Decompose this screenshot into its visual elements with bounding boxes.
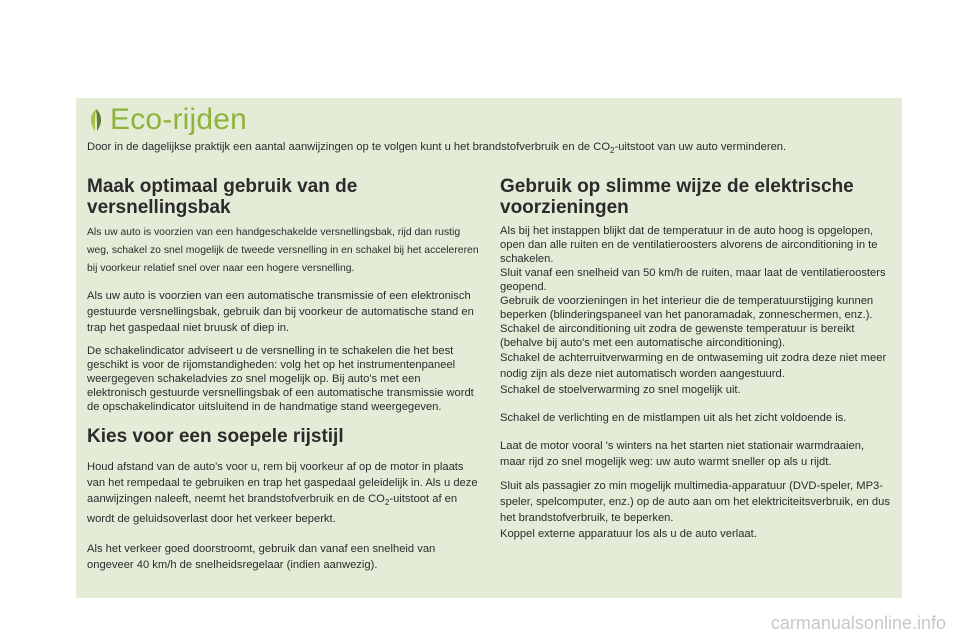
- left-column: [87, 176, 479, 573]
- paragraph-open-windows: Als bij het instappen blijkt dat de temperatuur in de auto hoog is opgelopen, open dan alle ruiten en de ventilatieroosters alvorens de airconditioning in te schakelen.: [500, 225, 878, 265]
- page-title: Eco-rijden: [110, 103, 248, 136]
- paragraph-multimedia: Sluit als passagier zo min mogelijk multimedia-apparatuur (DVD-speler, MP3-speler, spelcomputer, enz.) op de auto aan om het elektriciteitsverbruik, en dus het brandstofverbruik, te beperken.: [500, 480, 890, 524]
- paragraph-airco-off: Schakel de airconditioning uit zodra de gewenste temperatuur is bereikt (behalve bij auto's met een automatische airconditioning).: [500, 323, 855, 349]
- paragraph-cruise-control: Als het verkeer goed doorstroomt, gebruik dan vanaf een snelheid van ongeveer 40 km/h de snelheidsregelaar (indien aanwezig).: [87, 543, 436, 572]
- paragraph-keep-distance: Houd afstand van de auto's voor u, rem bij voorkeur af op de motor in plaats van het rempedaal te gebruiken en trap het gaspedaal geleidelijk in. Als u deze aanwijzingen naleeft, neemt het brandstofverbruik en de $CO_2$-uitstoot af en wordt de geluidsoverlast door het verkeer beperkt.: [87, 461, 478, 526]
- paragraph-seat-heating: Schakel de stoelverwarming zo snel mogelijk uit.: [500, 384, 741, 396]
- paragraph-lights: Schakel de verlichting en de mistlampen uit als het zicht voldoende is.: [500, 412, 847, 424]
- heading-gearbox: Maak optimaal gebruik van de versnellingsbak: [87, 176, 358, 218]
- paragraph-shift-indicator: De schakelindicator adviseert u de versnelling in te schakelen die het best geschikt is voor de rijomstandigheden: volg het op het instrumentenpaneel weergegeven schakeladvies zo snel mogelijk op. Bij auto's met een elektronisch gestuurde versnellingsbak of een automatische transmissie wordt de opschakelindicator uitsluitend in de handmatige stand weergegeven.: [87, 345, 474, 413]
- paragraph-disconnect: Koppel externe apparatuur los als u de auto verlaat.: [500, 528, 757, 540]
- leaf-icon: [87, 107, 105, 133]
- heading-smooth-driving: Kies voor een soepele rijstijl: [87, 426, 344, 447]
- paragraph-interior-features: Gebruik de voorzieningen in het interieur die de temperatuurstijging kunnen beperken (blinderingspaneel van het panoramadak, zonneschermen, enz.).: [500, 295, 874, 321]
- paragraph-manual-gearbox: Als uw auto is voorzien van een handgeschakelde versnellingsbak, rijd dan rustig weg, schakel zo snel mogelijk de tweede versnelling in en schakel bij het accelereren bij voorkeur relatief snel over naar een hogere versnelling.: [87, 227, 479, 274]
- paragraph-automatic-gearbox: Als uw auto is voorzien van een automatische transmissie of een elektronisch gestuurde versnellingsbak, gebruik dan bij voorkeur de automatische stand en trap het gaspedaal niet bruusk of diep in.: [87, 290, 474, 334]
- paragraph-engine-warmup: Laat de motor vooral 's winters na het starten niet stationair warmdraaien, maar rijd zo snel mogelijk weg: uw auto warmt sneller op als u rijdt.: [500, 440, 865, 468]
- right-column: [500, 176, 892, 542]
- paragraph-rear-heating: Schakel de achterruitverwarming en de ontwaseming uit zodra deze niet meer nodig zijn als deze niet automatisch worden aangestuurd.: [500, 352, 887, 380]
- intro-text: Door in de dagelijkse praktijk een aantal aanwijzingen op te volgen kunt u het brandstofverbruik en de $CO_2$-uitstoot van uw auto verminderen.: [87, 141, 787, 156]
- watermark: carmanualsonline.info: [770, 613, 946, 633]
- paragraph-close-windows: Sluit vanaf een snelheid van 50 km/h de ruiten, maar laat de ventilatieroosters geopend.: [500, 267, 886, 293]
- heading-electrical: Gebruik op slimme wijze de elektrische voorzieningen: [500, 176, 854, 218]
